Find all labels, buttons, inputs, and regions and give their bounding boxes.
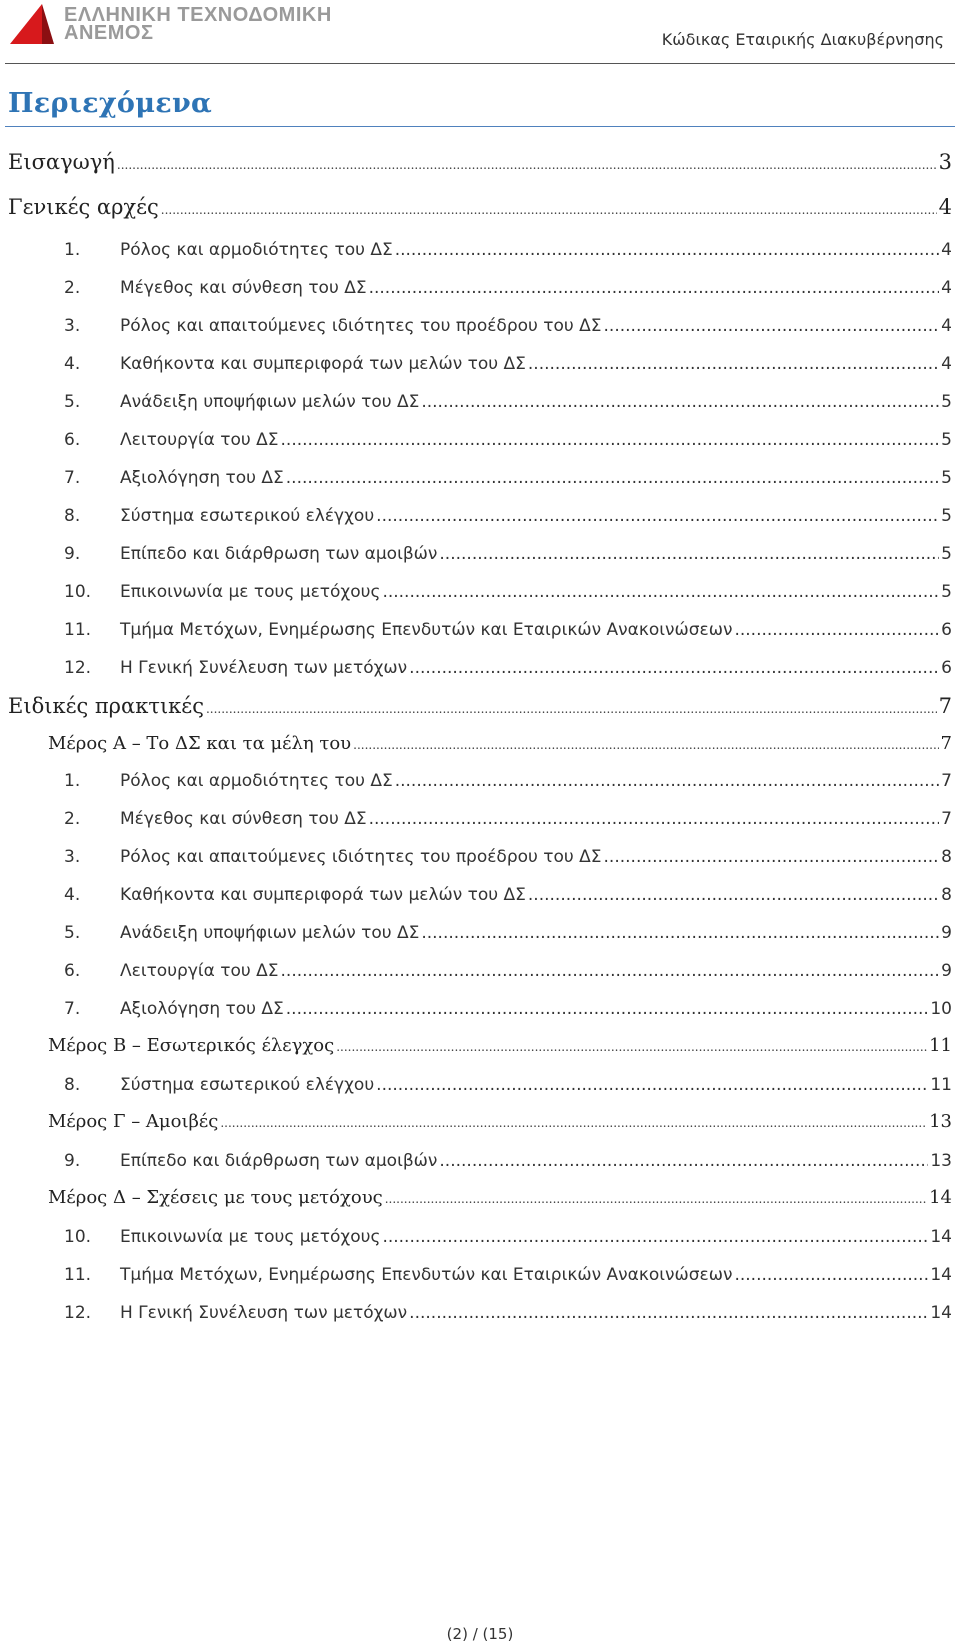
toc-entry[interactable] [8, 150, 952, 174]
toc-entry-number: 1. [64, 240, 81, 260]
toc-dot-leader [395, 771, 939, 791]
toc-dot-leader [220, 1116, 927, 1130]
toc-entry-page: 5 [941, 544, 952, 564]
toc-entry-number: 2. [64, 809, 81, 829]
toc-entry-number: 9. [64, 1151, 81, 1171]
toc-entry-page: 8 [941, 847, 952, 867]
toc-entry-title: Καθήκοντα και συμπεριφορά των μελών του ΔΣ [120, 885, 526, 905]
toc-entry[interactable] [64, 961, 952, 981]
toc-entry-number: 12. [64, 658, 92, 678]
toc-entry-title: Ανάδειξη υποψήφιων μελών του ΔΣ [120, 392, 420, 412]
toc-entry-page: 4 [941, 240, 952, 260]
toc-entry-number: 11. [64, 620, 92, 640]
toc-entry[interactable] [64, 1303, 952, 1323]
toc-entry-title: Επίπεδο και διάρθρωση των αμοιβών [120, 1151, 438, 1171]
toc-entry-number: 12. [64, 1303, 92, 1323]
toc-entry-page: 11 [930, 1075, 952, 1095]
toc-entry-page: 5 [941, 468, 952, 488]
toc-entry-page: 5 [941, 506, 952, 526]
toc-entry-page: 5 [941, 582, 952, 602]
toc-dot-leader [281, 430, 940, 450]
toc-entry-page: 14 [930, 1303, 952, 1323]
toc-entry-title: Εισαγωγή [8, 150, 115, 174]
toc-entry[interactable] [64, 885, 952, 905]
toc-dot-leader [604, 847, 940, 867]
toc-entry-number: 3. [64, 316, 81, 336]
toc-entry-title: Λειτουργία του ΔΣ [120, 430, 279, 450]
toc-dot-leader [409, 658, 939, 678]
toc-entry-number: 10. [64, 1227, 92, 1247]
toc-entry-number: 1. [64, 771, 81, 791]
toc-dot-leader [528, 885, 939, 905]
toc-dot-leader [286, 468, 939, 488]
document-title: Κώδικας Εταιρικής Διακυβέρνησης [661, 30, 944, 49]
toc-entry[interactable] [64, 1075, 952, 1095]
logo-text-line2: ΑΝΕΜΟΣ [64, 22, 154, 44]
toc-entry-title: Σύστημα εσωτερικού ελέγχου [120, 506, 375, 526]
toc-entry[interactable] [64, 620, 952, 640]
toc-entry[interactable] [64, 1227, 952, 1247]
toc-dot-leader [382, 1227, 928, 1247]
toc-dot-leader [376, 1075, 928, 1095]
toc-entry-title: Λειτουργία του ΔΣ [120, 961, 279, 981]
page-number: (2) / (15) [446, 1625, 514, 1643]
toc-entry-number: 10. [64, 582, 92, 602]
toc-entry-title: Αξιολόγηση του ΔΣ [120, 468, 284, 488]
toc-entry-page: 5 [941, 392, 952, 412]
toc-entry[interactable] [64, 278, 952, 298]
toc-entry-page: 13 [930, 1151, 952, 1171]
toc-entry-title: Αξιολόγηση του ΔΣ [120, 999, 284, 1019]
toc-entry[interactable] [64, 809, 952, 829]
toc-entry-title: Επικοινωνία με τους μετόχους [120, 582, 381, 602]
company-logo [8, 2, 378, 48]
toc-entry-title: Η Γενική Συνέλευση των μετόχων [120, 658, 408, 678]
toc-entry[interactable] [8, 694, 952, 718]
toc-dot-leader [385, 1192, 927, 1206]
toc-entry[interactable] [48, 1111, 952, 1132]
toc-entry-page: 14 [930, 1265, 952, 1285]
toc-entry-number: 11. [64, 1265, 92, 1285]
toc-dot-leader [336, 1040, 927, 1054]
toc-entry[interactable] [64, 847, 952, 867]
toc-entry-title: Ρόλος και αρμοδιότητες του ΔΣ [120, 771, 393, 791]
toc-dot-leader [206, 702, 937, 716]
toc-entry-title: Ρόλος και αρμοδιότητες του ΔΣ [120, 240, 393, 260]
toc-entry-page: 13 [929, 1111, 952, 1132]
toc-entry[interactable] [48, 1187, 952, 1208]
toc-dot-leader [382, 582, 939, 602]
toc-dot-leader [604, 316, 940, 336]
toc-entry-page: 3 [938, 150, 952, 174]
logo-text-line1: ΕΛΛΗΝΙΚΗ ΤΕΧΝΟΔΟΜΙΚΗ [64, 4, 332, 26]
toc-entry[interactable] [48, 1035, 952, 1056]
toc-dot-leader [286, 999, 929, 1019]
toc-entry-page: 14 [930, 1227, 952, 1247]
toc-entry-page: 14 [929, 1187, 952, 1208]
toc-entry[interactable] [64, 999, 952, 1019]
toc-entry-page: 6 [941, 620, 952, 640]
logo-mark-icon [8, 2, 56, 46]
toc-dot-leader [117, 158, 937, 172]
toc-entry-number: 3. [64, 847, 81, 867]
toc-entry[interactable] [64, 430, 952, 450]
toc-entry-number: 5. [64, 392, 81, 412]
toc-entry[interactable] [64, 316, 952, 336]
toc-entry-page: 7 [941, 809, 952, 829]
toc-entry-number: 4. [64, 885, 81, 905]
toc-entry-page: 5 [941, 430, 952, 450]
toc-entry-number: 8. [64, 506, 81, 526]
toc-entry-page: 9 [941, 961, 952, 981]
toc-dot-leader [281, 961, 940, 981]
toc-heading-underline [5, 126, 955, 127]
toc-entry[interactable] [64, 923, 952, 943]
toc-entry-page: 7 [938, 694, 952, 718]
toc-entry-page: 11 [929, 1035, 952, 1056]
toc-entry-page: 4 [938, 195, 952, 219]
toc-entry[interactable] [64, 582, 952, 602]
toc-entry[interactable] [64, 240, 952, 260]
toc-entry-title: Επικοινωνία με τους μετόχους [120, 1227, 381, 1247]
toc-dot-leader [369, 809, 940, 829]
toc-dot-leader [376, 506, 939, 526]
toc-entry-title: Μέρος Δ – Σχέσεις με τους μετόχους [48, 1187, 383, 1208]
toc-entry-number: 9. [64, 544, 81, 564]
toc-entry-number: 5. [64, 923, 81, 943]
toc-dot-leader [395, 240, 939, 260]
toc-entry[interactable] [8, 195, 952, 219]
toc-entry[interactable] [48, 733, 952, 754]
toc-entry-number: 8. [64, 1075, 81, 1095]
toc-dot-leader [734, 620, 939, 640]
toc-entry[interactable] [64, 1265, 952, 1285]
toc-dot-leader [439, 544, 939, 564]
toc-entry-page: 9 [941, 923, 952, 943]
toc-entry-title: Ρόλος και απαιτούμενες ιδιότητες του προέδρου του ΔΣ [120, 316, 602, 336]
toc-entry-number: 7. [64, 999, 81, 1019]
page-header [0, 0, 960, 66]
toc-entry-title: Μέρος Α – Το ΔΣ και τα μέλη του [48, 733, 352, 754]
toc-dot-leader [734, 1265, 928, 1285]
toc-entry[interactable] [64, 468, 952, 488]
toc-entry-page: 8 [941, 885, 952, 905]
toc-entry-number: 7. [64, 468, 81, 488]
toc-entry-page: 4 [941, 354, 952, 374]
toc-entry-number: 6. [64, 961, 81, 981]
toc-entry[interactable] [64, 771, 952, 791]
toc-entry-number: 6. [64, 430, 81, 450]
toc-entry-title: Καθήκοντα και συμπεριφορά των μελών του ΔΣ [120, 354, 526, 374]
toc-entry-title: Μέρος Β – Εσωτερικός έλεγχος [48, 1035, 335, 1056]
toc-entry[interactable] [64, 506, 952, 526]
toc-entry-title: Γενικές αρχές [8, 195, 159, 219]
toc-entry-number: 2. [64, 278, 81, 298]
toc-entry-number: 4. [64, 354, 81, 374]
toc-dot-leader [369, 278, 940, 298]
toc-entry-title: Ρόλος και απαιτούμενες ιδιότητες του προέδρου του ΔΣ [120, 847, 602, 867]
toc-dot-leader [528, 354, 939, 374]
toc-entry-title: Τμήμα Μετόχων, Ενημέρωσης Επενδυτών και Εταιρικών Ανακοινώσεων [120, 620, 733, 640]
toc-entry-page: 6 [941, 658, 952, 678]
toc-entry-page: 10 [930, 999, 952, 1019]
toc-entry-title: Μέρος Γ – Αμοιβές [48, 1111, 219, 1132]
toc-dot-leader [353, 738, 938, 752]
toc-entry-title: Τμήμα Μετόχων, Ενημέρωσης Επενδυτών και Εταιρικών Ανακοινώσεων [120, 1265, 733, 1285]
toc-entry[interactable] [64, 1151, 952, 1171]
toc-entry-title: Ανάδειξη υποψήφιων μελών του ΔΣ [120, 923, 420, 943]
toc-dot-leader [409, 1303, 928, 1323]
toc-entry[interactable] [64, 658, 952, 678]
toc-entry[interactable] [64, 544, 952, 564]
toc-entry-page: 4 [941, 316, 952, 336]
toc-dot-leader [439, 1151, 928, 1171]
toc-heading: Περιεχόμενα [8, 88, 213, 119]
toc-entry-title: Σύστημα εσωτερικού ελέγχου [120, 1075, 375, 1095]
toc-entry[interactable] [64, 354, 952, 374]
toc-entry-title: Επίπεδο και διάρθρωση των αμοιβών [120, 544, 438, 564]
toc-dot-leader [421, 923, 939, 943]
toc-entry-title: Η Γενική Συνέλευση των μετόχων [120, 1303, 408, 1323]
header-divider [5, 63, 955, 64]
toc-entry-title: Μέγεθος και σύνθεση του ΔΣ [120, 809, 367, 829]
toc-entry-page: 4 [941, 278, 952, 298]
toc-entry-page: 7 [940, 733, 952, 754]
toc-dot-leader [161, 203, 937, 217]
toc-dot-leader [421, 392, 939, 412]
toc-entry-page: 7 [941, 771, 952, 791]
toc-entry[interactable] [64, 392, 952, 412]
toc-entry-title: Ειδικές πρακτικές [8, 694, 204, 718]
toc-entry-title: Μέγεθος και σύνθεση του ΔΣ [120, 278, 367, 298]
